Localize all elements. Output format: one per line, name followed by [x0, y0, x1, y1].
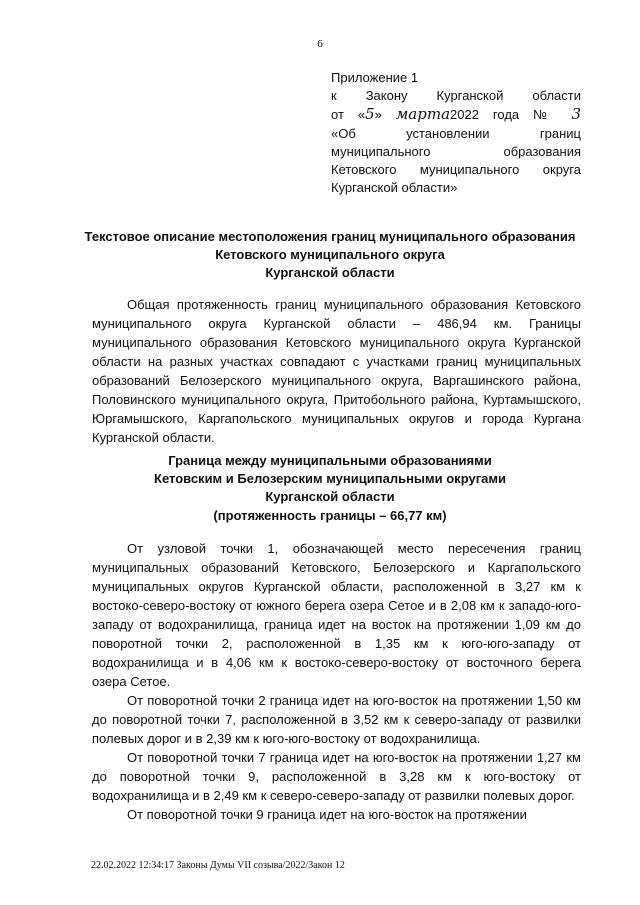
- section-heading-line: Кетовским и Белозерским муниципальными округами: [154, 471, 506, 487]
- section-heading-line: Курганской области: [265, 489, 395, 505]
- section-heading-line: (протяженность границы – 66,77 км): [213, 507, 447, 523]
- appendix-title-line: Курганской области»: [331, 180, 458, 196]
- appendix-line-1: Приложение 1: [331, 70, 419, 85]
- main-heading-line: Кетовского муниципального округа: [215, 247, 445, 263]
- body-paragraph: От поворотной точки 2 граница идет на юго-восток на протяжении 1,50 км до поворотной точки 7, расположенной в 3,52 км к северо-западу от развилки полевых дорог и в 2,39 км к юго-юго-востоку от водохранилища.: [92, 693, 581, 746]
- appendix-date-line: [331, 105, 581, 124]
- body-paragraph: От поворотной точки 7 граница идет на юго-восток на протяжении 1,27 км до поворотной точки 9, расположенной в 3,28 км к юго-востоку от водохранилища и в 2,49 км к северо-северо-западу от развилки полевых дорог.: [92, 750, 581, 803]
- date-year: 2022 года №: [450, 107, 558, 123]
- appendix-title-line: «Об установлении границ: [331, 125, 581, 141]
- intro-paragraph: Общая протяженность границ муниципального образования Кетовского муниципального округа Курганской области – 486,94 км. Границы муниципального образования Кетовского муниципального округа Курганской области на разных участках совпадают с участками границ муниципальных образований Белозерского муниципального округа, Варгашинского района, Половинского муниципального округа, Притобольного района, Куртамышского, Юргамышского, Каргапольского муниципальных округов и города Кургана Курганской области.: [92, 297, 581, 445]
- handwritten-month: марта: [395, 105, 451, 124]
- date-mid: »: [374, 107, 382, 123]
- main-heading-line: Текстовое описание местоположения границ муниципального образования: [84, 229, 576, 244]
- appendix-block: [331, 69, 581, 197]
- body-paragraph: От узловой точки 1, обозначающей место пересечения границ муниципальных образований Кетовского, Белозерского и Каргапольского муниципальных округов Курганской области, расположенной в 3,27 км к востоко-северо-востоку от южного берега озера Сетое и в 2,08 км к западо-юго-западу от водохранилища, граница идет на восток на протяжении 1,09 км до поворотной точки 2, расположенной в 1,35 км к юго-юго-западу от водохранилища и в 4,06 км к востоко-северо-востоку от восточного берега озера Сетое.: [92, 541, 581, 689]
- section-heading-line: Граница между муниципальными образованиями: [168, 453, 492, 468]
- footer-stamp: 22.02.2022 12:34:17 Законы Думы VII созыва/2022/Закон 12: [91, 860, 345, 871]
- appendix-title-line: Кетовского муниципального округа: [331, 162, 581, 178]
- handwritten-day: 5: [365, 105, 375, 124]
- handwritten-number: 3: [571, 105, 581, 124]
- body-paragraph: От поворотной точки 9 граница идет на юго-восток на протяжении: [127, 807, 527, 822]
- date-prefix: от «: [331, 107, 366, 123]
- intro-section: [92, 295, 581, 447]
- appendix-title-line: муниципального образования: [331, 143, 581, 159]
- main-heading: [80, 228, 580, 283]
- appendix-line-2: к Закону Курганской области: [331, 88, 581, 104]
- boundary-description: [92, 539, 581, 824]
- section-heading: [80, 452, 580, 525]
- page-number: 6: [317, 38, 323, 50]
- main-heading-line: Курганской области: [265, 265, 395, 281]
